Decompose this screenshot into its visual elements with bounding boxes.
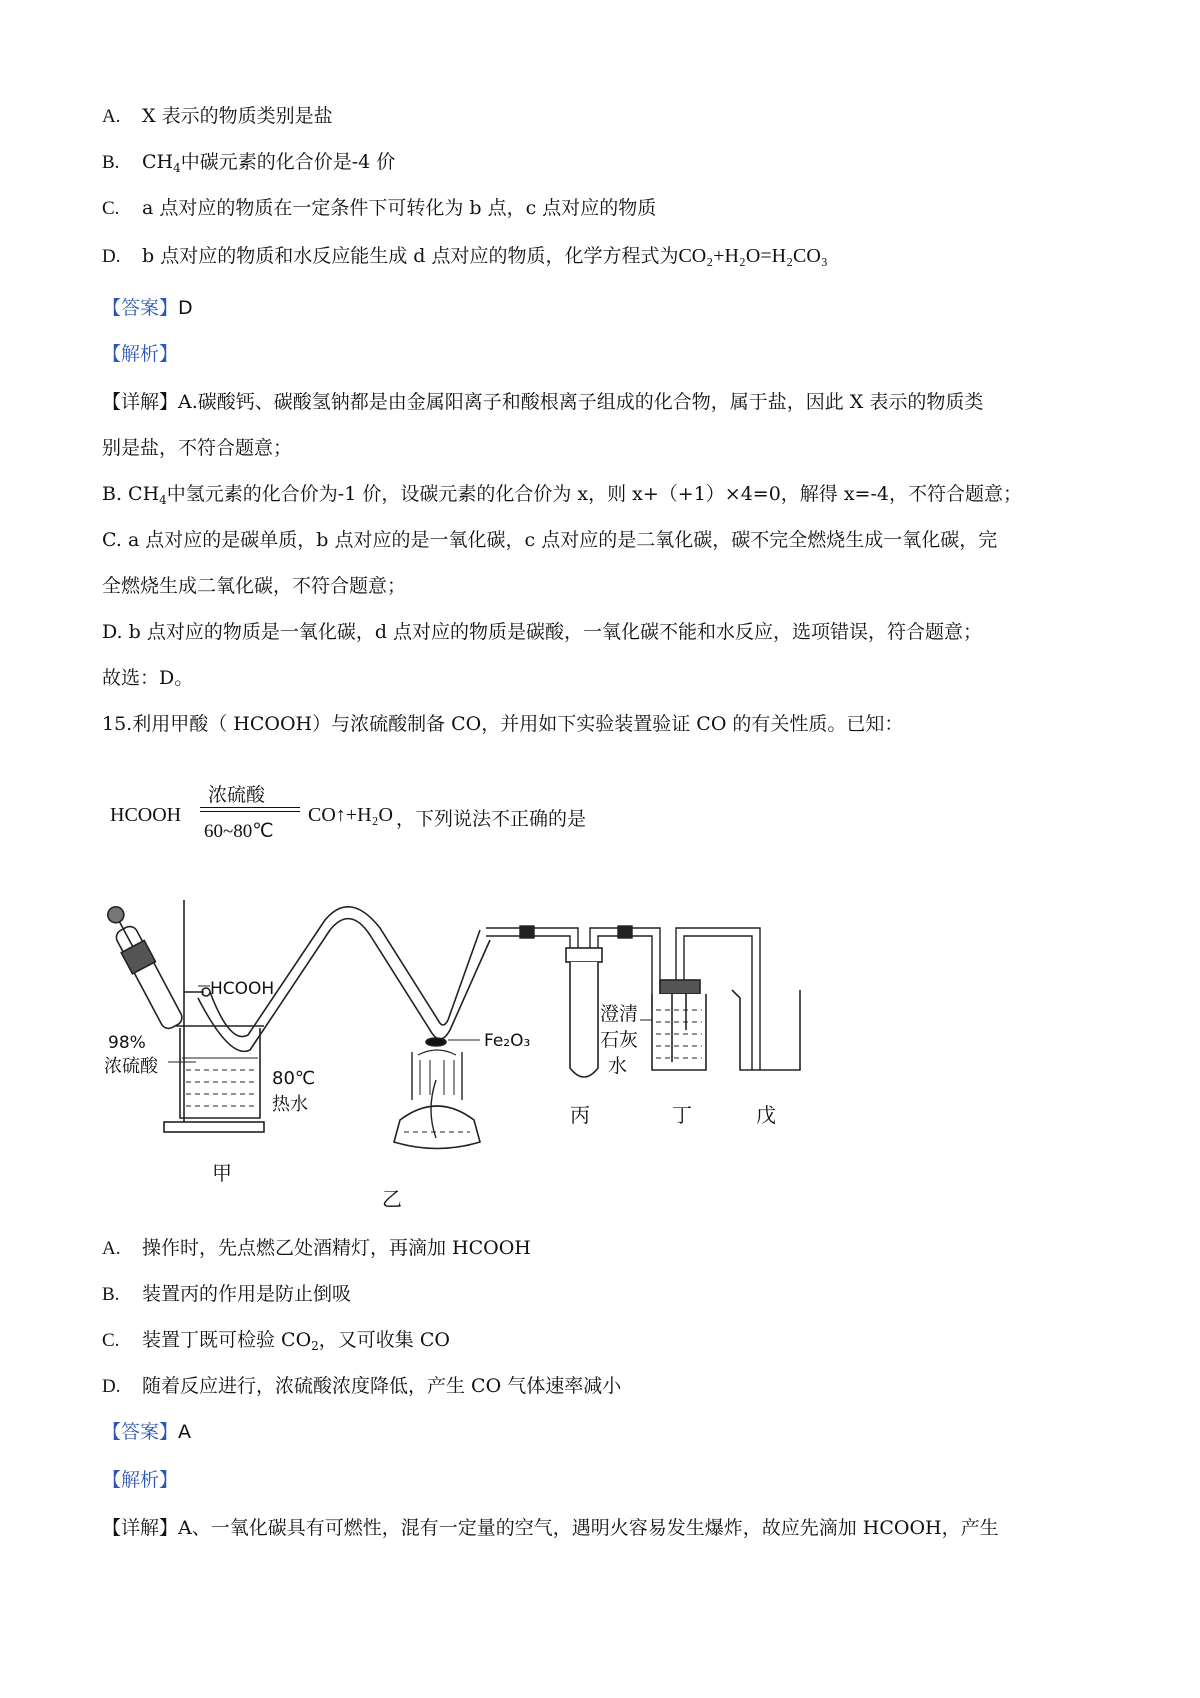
equals-line-bottom <box>200 811 300 812</box>
answer-value: A <box>178 1421 192 1443</box>
apparatus-yi <box>394 1050 480 1149</box>
fe2o3-powder <box>426 1038 446 1046</box>
label-wu: 戊 <box>756 1103 776 1127</box>
option-text: b 点对应的物质和水反应能生成 d 点对应的物质，化学方程式为 <box>142 245 679 267</box>
q15-reaction-equation <box>110 786 810 846</box>
option-letter: D. <box>102 1376 121 1397</box>
option-letter: D. <box>102 246 121 267</box>
option-letter: B. <box>102 1284 120 1305</box>
option-letter: A. <box>102 1238 121 1259</box>
apparatus-diagram <box>100 880 820 1210</box>
q14-detail-line-4: C. a 点对应的是碳单质，b 点对应的是一氧化碳，c 点对应的是二氧化碳，碳不完全燃烧生成一氧化碳，完 <box>102 529 998 551</box>
apparatus-jia <box>101 900 264 1132</box>
option-text-post: ，又可收集 CO <box>318 1329 450 1351</box>
subscript: 4 <box>159 493 167 507</box>
chemical-formula: CO₂+H₂O=H₂CO₃ <box>678 245 828 267</box>
detail-post: 中氢元素的化合价为-1 价，设碳元素的化合价为 x，则 x+（+1）×4=0，解得 x=-4，不符合题意； <box>166 483 1022 505</box>
q14-detail-line-3 <box>102 482 1022 506</box>
option-text-post: 中碳元素的化合价是-4 价 <box>180 151 396 173</box>
label-ding: 丁 <box>672 1103 692 1127</box>
label-limewater-1: 澄清 <box>600 1003 639 1025</box>
option-letter: C. <box>102 198 120 219</box>
option-text: a 点对应的物质在一定条件下可转化为 b 点，c 点对应的物质 <box>142 197 657 219</box>
equals-line-top <box>200 807 300 808</box>
label-jia: 甲 <box>212 1161 232 1185</box>
stem-tail: ，下列说法不正确的是 <box>396 808 587 830</box>
label-limewater-3: 水 <box>608 1055 628 1077</box>
label-yi: 乙 <box>382 1187 402 1210</box>
subscript: 4 <box>173 161 181 175</box>
product: CO↑+H₂O <box>308 804 393 826</box>
answer-value: D <box>178 297 193 319</box>
option-text: 装置丙的作用是防止倒吸 <box>142 1283 352 1305</box>
q15-option-c <box>102 1328 450 1353</box>
q14-detail-line-2: 别是盐，不符合题意； <box>102 437 293 459</box>
apparatus-wu <box>732 990 800 1070</box>
option-text-pre: CH <box>142 151 174 173</box>
q14-detail-line-6: D. b 点对应的物质是一氧化碳，d 点对应的物质是碳酸，一氧化碳不能和水反应，选项错误，符合题意； <box>102 621 983 643</box>
label-acid-percent: 98% <box>108 1033 146 1053</box>
q15-option-d <box>102 1374 621 1399</box>
label-hcooh: HCOOH <box>210 979 275 999</box>
label-limewater-2: 石灰 <box>600 1029 639 1051</box>
answer-label: 【答案】 <box>102 297 179 319</box>
q14-detail-line-1: 【详解】A.碳酸钙、碳酸氢钠都是由金属阳离子和酸根离子组成的化合物，属于盐，因此 X 表示的物质类 <box>102 391 984 413</box>
detail-pre: B. CH <box>102 483 160 505</box>
apparatus-bing <box>566 948 602 1077</box>
q15-answer <box>102 1420 191 1444</box>
label-fe2o3: Fe₂O₃ <box>484 1031 531 1051</box>
q15-option-a <box>102 1236 531 1261</box>
q14-option-c <box>102 196 656 221</box>
q15-option-b <box>102 1282 351 1307</box>
option-letter: A. <box>102 106 121 127</box>
option-letter: B. <box>102 152 120 173</box>
reactant: HCOOH <box>110 804 182 826</box>
apparatus-ding <box>640 980 706 1070</box>
label-conc-acid: 浓硫酸 <box>104 1056 158 1077</box>
label-bing: 丙 <box>570 1103 590 1127</box>
q14-detail-line-7: 故选：D。 <box>102 667 194 689</box>
q14-detail-line-5: 全燃烧生成二氧化碳，不符合题意； <box>102 575 407 597</box>
option-text: 操作时，先点燃乙处酒精灯，再滴加 HCOOH <box>142 1237 531 1259</box>
condition-bottom: 60~80℃ <box>204 821 274 842</box>
q14-option-d <box>102 244 828 269</box>
q15-stem: 15.利用甲酸（ HCOOH）与浓硫酸制备 CO，并用如下实验装置验证 CO 的有关性质。已知： <box>102 713 904 735</box>
option-letter: C. <box>102 1330 120 1351</box>
q14-option-b <box>102 150 395 175</box>
q15-analysis-label: 【解析】 <box>102 1469 179 1491</box>
option-text-pre: 装置丁既可检验 CO <box>142 1329 312 1351</box>
answer-label: 【答案】 <box>102 1421 179 1443</box>
label-temp: 80℃ <box>272 1068 316 1089</box>
condition-top: 浓硫酸 <box>208 784 266 806</box>
q14-answer <box>102 296 193 320</box>
subscript: 2 <box>311 1339 319 1353</box>
q15-detail-line-1: 【详解】A、一氧化碳具有可燃性，混有一定量的空气，遇明火容易发生爆炸，故应先滴加 HCOOH，产生 <box>102 1517 999 1539</box>
q14-option-a <box>102 104 333 129</box>
option-text: X 表示的物质类别是盐 <box>142 105 333 127</box>
option-text: 随着反应进行，浓硫酸浓度降低，产生 CO 气体速率减小 <box>142 1375 622 1397</box>
label-hot-water: 热水 <box>272 1094 308 1115</box>
q14-analysis-label: 【解析】 <box>102 343 179 365</box>
